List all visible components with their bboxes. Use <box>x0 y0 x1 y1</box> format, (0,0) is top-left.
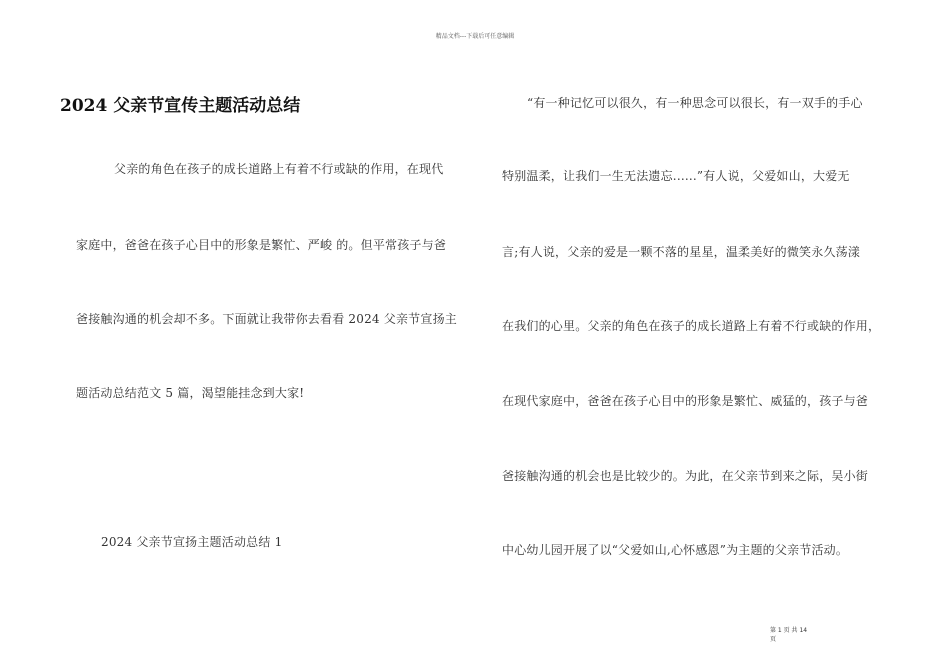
page-number-label: 第 1 页 共 14 <box>770 627 808 634</box>
right-paragraph-line: 在现代家庭中，爸爸在孩子心目中的形象是繁忙、威猛的，孩子与爸 <box>502 394 869 408</box>
left-paragraph-line: 家庭中，爸爸在孩子心目中的形象是繁忙、严峻 的。但平常孩子与爸 <box>76 238 447 252</box>
right-paragraph-line: “有一种记忆可以很久，有一种思念可以很长，有一双手的手心 <box>527 96 863 110</box>
document-title: 2024 父亲节宣传主题活动总结 <box>60 96 301 116</box>
section-heading: 2024 父亲节宣扬主题活动总结 1 <box>101 535 283 549</box>
left-paragraph-line: 题活动总结范文 5 篇，渴望能挂念到大家! <box>76 386 305 400</box>
left-paragraph-line: 父亲的角色在孩子的成长道路上有着不行或缺的作用，在现代 <box>114 162 444 176</box>
right-paragraph-line: 中心幼儿园开展了以“父爱如山,心怀感恩”为主题的父亲节活动。 <box>502 543 849 557</box>
right-paragraph-line: 言;有人说，父亲的爱是一颗不落的星星，温柔美好的微笑永久荡漾 <box>502 245 861 259</box>
right-paragraph-line: 在我们的心里。父亲的角色在孩子的成长道路上有着不行或缺的作用， <box>502 319 881 333</box>
page-number-suffix: 页 <box>770 636 777 643</box>
left-paragraph-line: 爸接触沟通的机会却不多。下面就让我带你去看看 2024 父亲节宣扬主 <box>76 312 457 326</box>
right-paragraph-line: 特别温柔，让我们一生无法遗忘......”有人说，父爱如山，大爱无 <box>502 169 850 183</box>
right-paragraph-line: 爸接触沟通的机会也是比较少的。为此，在父亲节到来之际，吴小街 <box>502 469 869 483</box>
page-number <box>770 626 830 644</box>
header-note: 精品文档---下载后可任意编辑 <box>435 33 515 40</box>
